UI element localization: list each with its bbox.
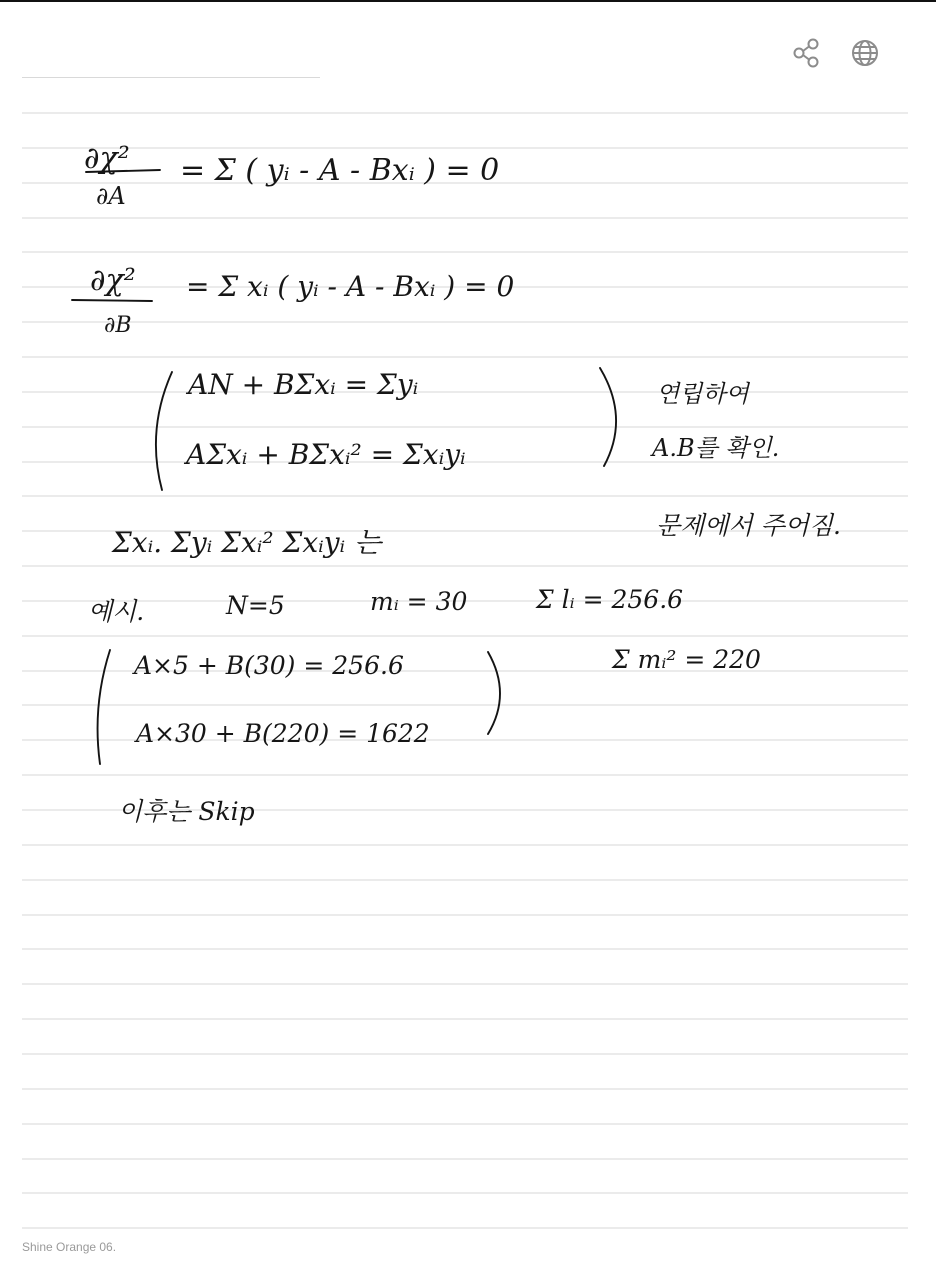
system-row-2: AΣxᵢ + BΣxᵢ² = Σxᵢyᵢ: [186, 438, 466, 471]
eq1-rhs: = Σ ( yᵢ - A - Bxᵢ ) = 0: [180, 153, 500, 188]
eq2-fraction-bar: [72, 300, 152, 301]
example-li: Σ lᵢ = 256.6: [536, 585, 684, 614]
eq1-numerator: ∂χ²: [84, 141, 130, 176]
example-mi: mᵢ = 30: [370, 587, 468, 616]
example-left-paren: [98, 650, 110, 764]
eq2-numerator: ∂χ²: [90, 263, 136, 298]
example-mi2: Σ mᵢ² = 220: [612, 645, 761, 674]
footer-label: Shine Orange 06.: [22, 1240, 117, 1254]
eq2-rhs: = Σ xᵢ ( yᵢ - A - Bxᵢ ) = 0: [186, 270, 515, 303]
example-n: N=5: [226, 591, 285, 620]
system-note-2: A.B를 확인.: [652, 434, 780, 462]
given-sums: Σxᵢ. Σyᵢ Σxᵢ² Σxᵢyᵢ 는: [112, 526, 382, 559]
system-row-1: AN + BΣxᵢ = Σyᵢ: [188, 368, 419, 401]
closing-text: 이후는 Skip: [118, 797, 255, 826]
example-right-paren: [488, 652, 500, 734]
example-row-2: A×30 + B(220) = 1622: [136, 719, 430, 748]
system-left-paren: [156, 372, 172, 490]
eq2-denominator: ∂B: [104, 313, 132, 338]
example-label: 예시.: [88, 597, 145, 626]
example-row-1: A×5 + B(30) = 256.6: [134, 651, 404, 680]
eq1-denominator: ∂A: [96, 182, 126, 210]
given-note: 문제에서 주어짐.: [656, 511, 841, 540]
system-note-1: 연립하여: [656, 380, 749, 408]
system-right-paren: [600, 368, 616, 466]
